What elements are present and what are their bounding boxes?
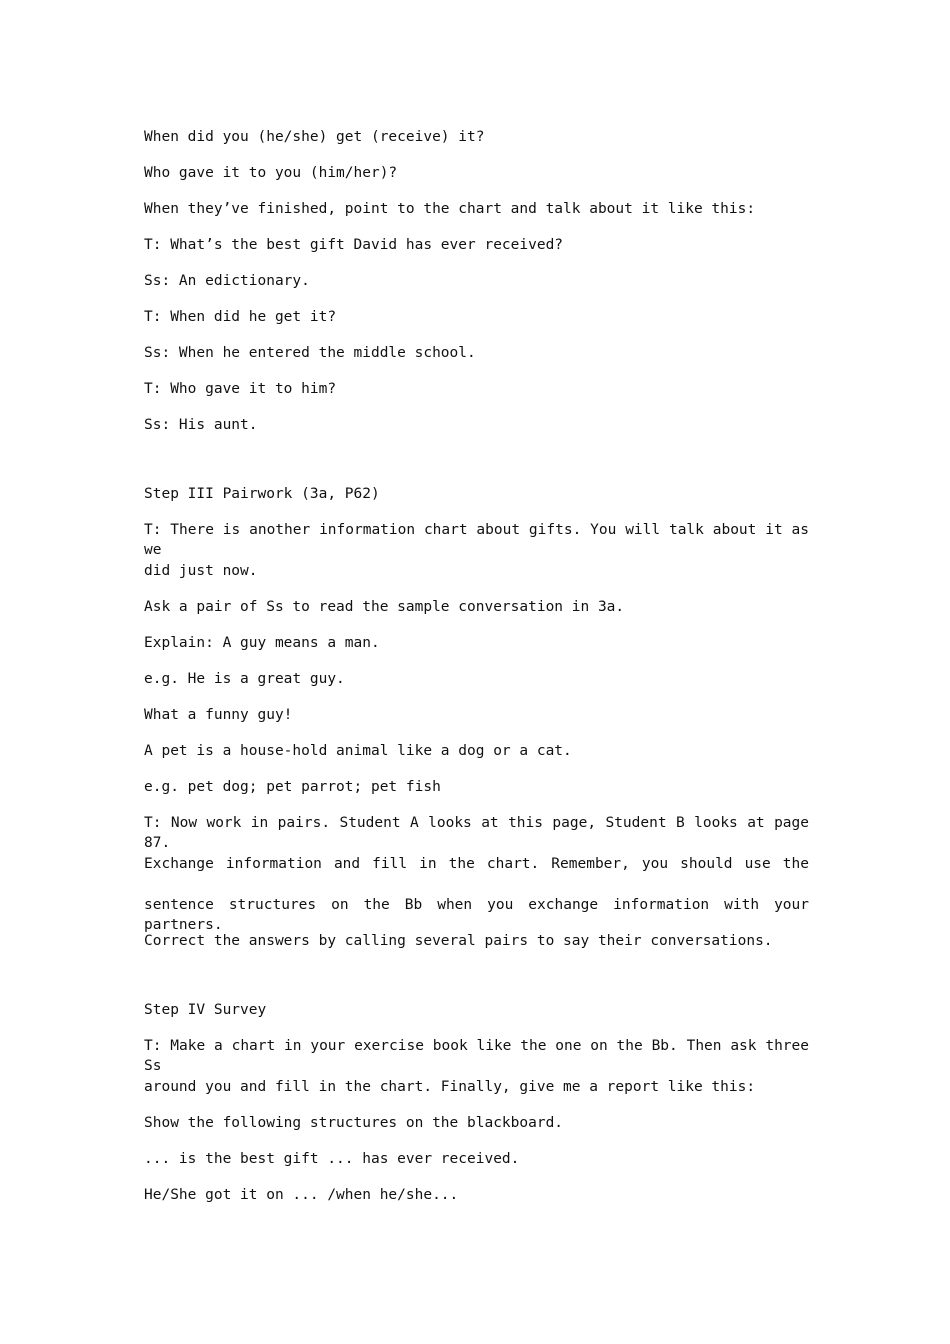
text-line: Ss: An edictionary. (144, 273, 310, 289)
text-line: did just now. (144, 563, 258, 579)
text-line: T: There is another information chart about gifts. You will talk about it as we (144, 522, 809, 558)
text-line: Show the following structures on the blackboard. (144, 1115, 564, 1131)
text-line: A pet is a house-hold animal like a dog or a cat. (144, 743, 572, 759)
text-line: Ss: When he entered the middle school. (144, 345, 476, 361)
text-line: T: What’s the best gift David has ever received? (144, 237, 564, 253)
text-line: Explain: A guy means a man. (144, 635, 380, 651)
text-line: T: Now work in pairs. Student A looks at this page, Student B looks at page 87. (144, 815, 809, 851)
text-line: He/She got it on ... /when he/she... (144, 1187, 459, 1203)
text-line: When did you (he/she) get (receive) it? (144, 129, 485, 145)
text-line: When they’ve finished, point to the chart and talk about it like this: (144, 201, 756, 217)
text-line: T: Who gave it to him? (144, 381, 337, 397)
text-line: sentence structures on the Bb when you exchange information with your partners. (144, 897, 809, 933)
text-line: T: Make a chart in your exercise book like the one on the Bb. Then ask three Ss (144, 1038, 809, 1074)
text-line: around you and fill in the chart. Finally, give me a report like this: (144, 1079, 756, 1095)
text-line: e.g. He is a great guy. (144, 671, 345, 687)
section-heading: Step IV Survey (144, 1002, 267, 1018)
text-line: Who gave it to you (him/her)? (144, 165, 398, 181)
text-line: e.g. pet dog; pet parrot; pet fish (144, 779, 441, 795)
text-line: Exchange information and fill in the chart. Remember, you should use the (144, 856, 809, 872)
text-line: Ask a pair of Ss to read the sample conversation in 3a. (144, 599, 625, 615)
text-line: What a funny guy! (144, 707, 293, 723)
text-line: Ss: His aunt. (144, 417, 258, 433)
text-line: Correct the answers by calling several pairs to say their conversations. (144, 933, 773, 949)
text-line: ... is the best gift ... has ever received. (144, 1151, 520, 1167)
text-line: T: When did he get it? (144, 309, 337, 325)
section-heading: Step III Pairwork (3a, P62) (144, 486, 380, 502)
